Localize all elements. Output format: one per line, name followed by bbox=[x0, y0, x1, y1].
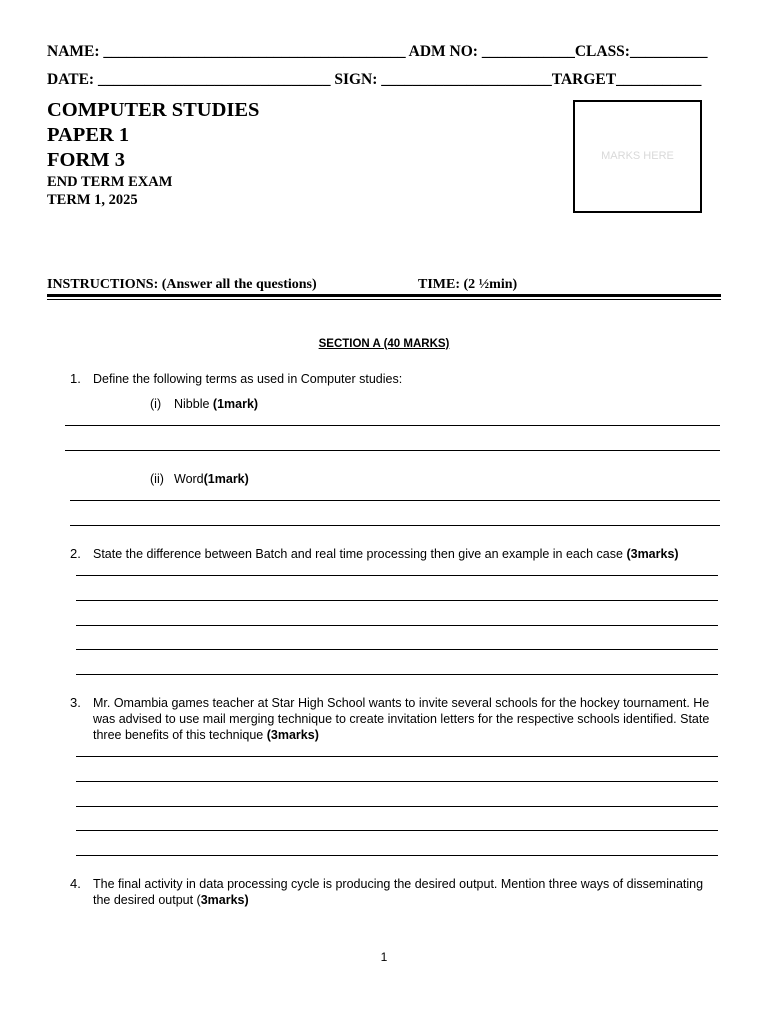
answer-line[interactable] bbox=[76, 674, 718, 675]
question-number: 1. bbox=[70, 371, 81, 386]
answer-line[interactable] bbox=[76, 625, 718, 626]
answer-line[interactable] bbox=[76, 806, 718, 807]
subpart-term-label: Nibble bbox=[174, 397, 210, 411]
answer-line[interactable] bbox=[76, 575, 718, 576]
answer-line[interactable] bbox=[76, 600, 718, 601]
question-2-text: State the difference between Batch and real time processing then give an example in each case bbox=[93, 547, 623, 561]
subpart-term bbox=[174, 472, 249, 486]
subject-title: COMPUTER STUDIES bbox=[47, 99, 260, 121]
question-number: 3. bbox=[70, 695, 81, 710]
term-title: TERM 1, 2025 bbox=[47, 192, 138, 208]
divider-thin bbox=[47, 299, 721, 300]
answer-line[interactable] bbox=[70, 525, 720, 526]
answer-line[interactable] bbox=[65, 425, 720, 426]
subpart-numeral: (ii) bbox=[150, 472, 164, 486]
answer-line[interactable] bbox=[76, 756, 718, 757]
time-text: TIME: (2 ½min) bbox=[418, 277, 518, 292]
exam-title: END TERM EXAM bbox=[47, 174, 173, 190]
answer-line[interactable] bbox=[76, 781, 718, 782]
question-marks: (3marks) bbox=[266, 728, 319, 742]
marks-box[interactable] bbox=[573, 100, 702, 213]
answer-line[interactable] bbox=[76, 649, 718, 650]
question-3-text: Mr. Omambia games teacher at Star High School wants to invite several schools for the hockey tournament. He was advised to use mail merging technique to create invitation letters for the respective schools identified. State three benefits of this technique bbox=[93, 696, 710, 742]
title-block bbox=[47, 98, 259, 209]
question-text bbox=[93, 876, 723, 908]
question-marks: (3marks) bbox=[626, 547, 679, 561]
subpart-term-label: Word bbox=[174, 472, 204, 486]
marks-box-label: MARKS HERE bbox=[601, 149, 674, 162]
subpart-marks: (1mark) bbox=[212, 397, 259, 411]
answer-line[interactable] bbox=[76, 855, 718, 856]
question-marks: 3marks) bbox=[200, 893, 249, 907]
subpart-term bbox=[174, 397, 258, 411]
instructions-text: INSTRUCTIONS: (Answer all the questions) bbox=[47, 277, 317, 292]
question-1-text: Define the following terms as used in Computer studies: bbox=[93, 372, 403, 386]
question-4-text: The final activity in data processing cycle is producing the desired output. Mention three ways of disseminating the desired output ( bbox=[93, 877, 704, 907]
paper-title: PAPER 1 bbox=[47, 124, 130, 146]
question-text bbox=[93, 546, 723, 562]
subpart-numeral: (i) bbox=[150, 397, 162, 411]
question-number: 4. bbox=[70, 876, 81, 891]
answer-line[interactable] bbox=[65, 450, 720, 451]
form-title: FORM 3 bbox=[47, 149, 125, 171]
answer-line[interactable] bbox=[70, 500, 720, 501]
question-text bbox=[93, 695, 723, 743]
header-date-line[interactable]: DATE: ______________________________ SIGN: ______________________TARGET___________ bbox=[47, 71, 702, 88]
divider-thick bbox=[47, 294, 721, 297]
header-name-line[interactable]: NAME: _______________________________________ ADM NO: ____________CLASS:__________ bbox=[47, 43, 708, 60]
question-text bbox=[93, 371, 723, 387]
section-title: SECTION A (40 MARKS) bbox=[318, 338, 450, 350]
subpart-marks: (1mark) bbox=[203, 472, 249, 486]
answer-line[interactable] bbox=[76, 830, 718, 831]
question-number: 2. bbox=[70, 546, 81, 561]
page-number: 1 bbox=[380, 950, 388, 964]
